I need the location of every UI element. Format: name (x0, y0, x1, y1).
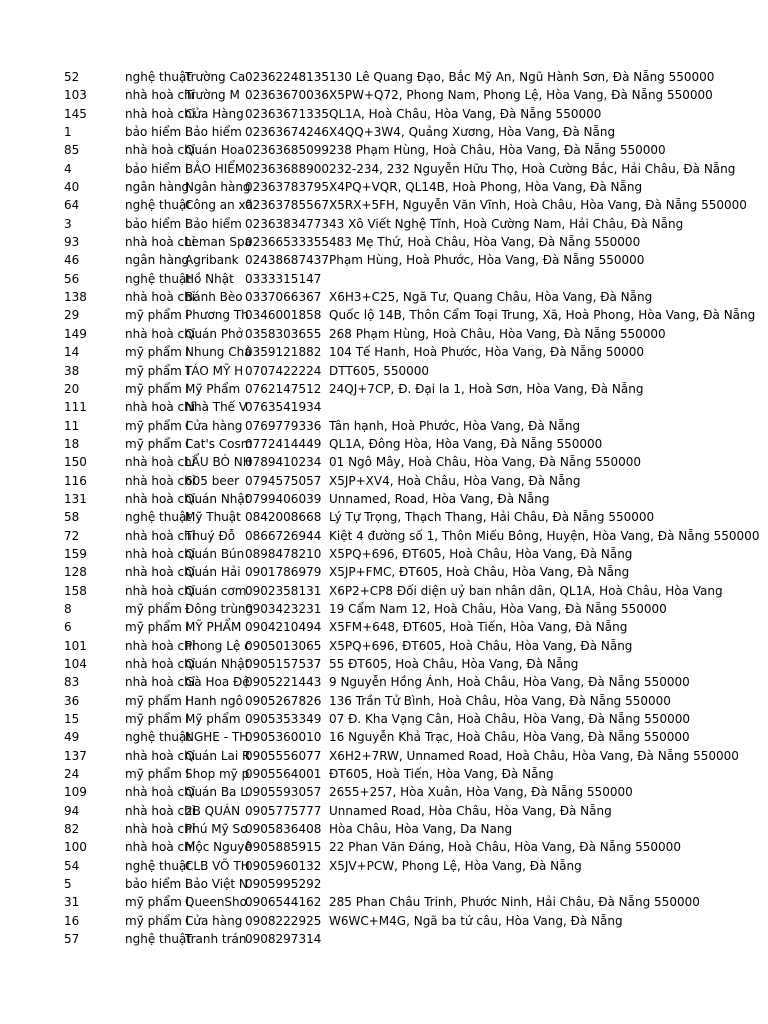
name-cell: 2B QUÁN (185, 803, 241, 818)
name-cell: Mỹ phẩm (185, 712, 241, 727)
category-cell: nghệ thuật (125, 70, 191, 84)
table-row (0, 545, 768, 563)
name-cell: Mỹ Phẩm (185, 381, 241, 396)
id-cell: 1 (64, 125, 72, 140)
id-cell: 72 (64, 528, 80, 543)
name-cell: Quán Bún (185, 546, 245, 561)
table-row (0, 472, 768, 490)
table-row (0, 453, 768, 471)
category-cell: mỹ phẩm l (125, 308, 190, 323)
address-cell: 232-234, 232 Nguyễn Hữu Thọ, Hoà Cường Bắc, Hải Châu, Đà Nẵng (329, 161, 736, 176)
name-cell: Quán Nhật (185, 491, 250, 506)
phone-cell: 0905960132 (245, 858, 322, 873)
id-cell: 46 (64, 253, 80, 268)
table-row (0, 141, 768, 159)
id-cell: 104 (64, 657, 87, 671)
address-cell: 9 Nguyễn Hồng Ánh, Hoà Châu, Hòa Vang, Đà Nẵng 550000 (329, 675, 690, 690)
category-cell: nhà hoà chỉ (125, 473, 196, 488)
category-cell: nhà hoà chỉ (125, 748, 196, 763)
name-cell: Quán Hải (185, 565, 241, 580)
id-cell: 49 (64, 730, 80, 745)
table-row (0, 912, 768, 930)
name-cell: Phong Lệ c (185, 638, 251, 653)
spreadsheet-table (0, 68, 768, 949)
id-cell: 101 (64, 638, 87, 653)
category-cell: nhà hoà chỉ (125, 143, 196, 158)
name-cell: Quán Lai R (185, 748, 251, 763)
category-cell: nhà hoà chỉ (125, 583, 196, 598)
table-row (0, 747, 768, 765)
id-cell: 16 (64, 913, 80, 928)
phone-cell: 0905157537 (245, 657, 322, 671)
table-row (0, 306, 768, 324)
name-cell: 605 beer (185, 473, 240, 488)
category-cell: nhà hoà chỉ (125, 290, 196, 305)
category-cell: nghệ thuật (125, 510, 191, 525)
id-cell: 100 (64, 840, 87, 855)
phone-cell: 0799406039 (245, 491, 322, 506)
address-cell: QL1A, Đông Hòa, Hòa Vang, Đà Nẵng 550000 (329, 436, 603, 451)
category-cell: nhà hoà chỉ (125, 455, 196, 470)
category-cell: bảo hiểm l (125, 877, 189, 892)
address-cell: 104 Tế Hanh, Hoà Phước, Hòa Vang, Đà Nẵng 50000 (329, 345, 645, 360)
name-cell: LẨU BÒ NH (185, 455, 252, 470)
table-row (0, 930, 768, 948)
phone-cell: 0905775777 (245, 803, 322, 818)
phone-cell: 02363685099 (245, 143, 329, 158)
address-cell: ĐT605, Hoà Tiến, Hòa Vang, Đà Nẵng (329, 767, 554, 782)
id-cell: 103 (64, 88, 87, 103)
name-cell: Quán Nhật (185, 657, 250, 671)
category-cell: mỹ phẩm l (125, 895, 190, 910)
address-cell: QL1A, Hoà Châu, Hòa Vang, Đà Nẵng 550000 (329, 106, 602, 121)
phone-cell: 02363674246 (245, 125, 329, 140)
address-cell: X5JV+PCW, Phong Lệ, Hòa Vang, Đà Nẵng (329, 858, 582, 873)
phone-cell: 02363671335 (245, 106, 329, 121)
phone-cell: 0905360010 (245, 730, 322, 745)
id-cell: 109 (64, 785, 87, 800)
phone-cell: 0898478210 (245, 546, 322, 561)
table-row (0, 728, 768, 746)
id-cell: 52 (64, 70, 80, 84)
phone-cell: 0337066367 (245, 290, 322, 305)
category-cell: nghệ thuật (125, 858, 191, 873)
address-cell: 2655+257, Hòa Xuân, Hòa Vang, Đà Nẵng 550000 (329, 785, 633, 800)
table-row (0, 820, 768, 838)
phone-cell: 0333315147 (245, 271, 322, 286)
phone-cell: 0707422224 (245, 363, 322, 378)
name-cell: Quán cơm (185, 583, 247, 598)
category-cell: ngân hàng (125, 253, 190, 268)
id-cell: 54 (64, 858, 80, 873)
address-cell: X5JP+FMC, ĐT605, Hoà Châu, Hòa Vang, Đà Nẵng (329, 565, 630, 580)
id-cell: 11 (64, 418, 80, 433)
phone-cell: 0794575057 (245, 473, 322, 488)
phone-cell: 0905885915 (245, 840, 322, 855)
address-cell: 55 ĐT605, Hoà Châu, Hòa Vang, Đà Nẵng (329, 657, 579, 671)
id-cell: 82 (64, 822, 80, 837)
category-cell: mỹ phẩm l (125, 913, 190, 928)
table-row (0, 160, 768, 178)
table-row (0, 417, 768, 435)
phone-cell: 02366533355 (245, 235, 329, 250)
phone-cell: 0358303655 (245, 326, 322, 341)
table-row (0, 251, 768, 269)
table-row (0, 435, 768, 453)
address-cell: X5FM+648, ĐT605, Hoà Tiến, Hòa Vang, Đà Nẵng (329, 620, 628, 635)
address-cell: 22 Phan Văn Đáng, Hoà Châu, Hòa Vang, Đà Nẵng 550000 (329, 840, 681, 855)
address-cell: 136 Trần Tử Bình, Hoà Châu, Hòa Vang, Đà Nẵng 550000 (329, 693, 671, 708)
category-cell: nhà hoà chỉ (125, 88, 196, 103)
address-cell: Quốc lộ 14B, Thôn Cẩm Toại Trung, Xã, Hoà Phong, Hòa Vang, Đà Nẵng (329, 308, 756, 323)
table-row (0, 362, 768, 380)
address-cell: Lý Tự Trọng, Thạch Thang, Hải Châu, Đà Nẵng 550000 (329, 510, 655, 525)
address-cell: W6WC+M4G, Ngã ba tứ câu, Hòa Vang, Đà Nẵng (329, 913, 623, 928)
address-cell: 285 Phan Châu Trinh, Phước Ninh, Hải Châu, Đà Nẵng 550000 (329, 895, 700, 910)
category-cell: mỹ phẩm l (125, 712, 190, 727)
phone-cell: 02363670036 (245, 88, 329, 103)
id-cell: 145 (64, 106, 87, 121)
category-cell: mỹ phẩm l (125, 363, 190, 378)
phone-cell: 0905593057 (245, 785, 322, 800)
phone-cell: 0902358131 (245, 583, 322, 598)
phone-cell: 0842008668 (245, 510, 322, 525)
table-row (0, 233, 768, 251)
phone-cell: 02363834773 (245, 216, 329, 231)
category-cell: nhà hoà chỉ (125, 657, 196, 671)
category-cell: mỹ phẩm l (125, 436, 190, 451)
category-cell: mỹ phẩm l (125, 418, 190, 433)
category-cell: mỹ phẩm l (125, 620, 190, 635)
address-cell: X5PQ+696, ĐT605, Hoà Châu, Hòa Vang, Đà Nẵng (329, 638, 633, 653)
phone-cell: 02362248135 (245, 70, 329, 84)
table-row (0, 215, 768, 233)
id-cell: 6 (64, 620, 72, 635)
name-cell: Nhà Thế V (185, 400, 248, 415)
table-row (0, 86, 768, 104)
address-cell: DTT605, 550000 (329, 363, 430, 378)
phone-cell: 0772414449 (245, 436, 322, 451)
table-row (0, 838, 768, 856)
id-cell: 15 (64, 712, 80, 727)
phone-cell: 0346001858 (245, 308, 322, 323)
phone-cell: 02363783795 (245, 180, 329, 195)
address-cell: 238 Phạm Hùng, Hoà Châu, Hòa Vang, Đà Nẵng 550000 (329, 143, 666, 158)
phone-cell: 02363688900 (245, 161, 329, 176)
name-cell: Bánh Bèo (185, 290, 243, 305)
address-cell: X6H3+C25, Ngã Tư, Quang Châu, Hòa Vang, Đà Nẵng (329, 290, 653, 305)
name-cell: Hồ Nhật (185, 271, 234, 286)
category-cell: nhà hoà chỉ (125, 840, 196, 855)
address-cell: Hòa Châu, Hòa Vang, Da Nang (329, 822, 513, 837)
table-row (0, 802, 768, 820)
category-cell: mỹ phẩm l (125, 601, 190, 616)
id-cell: 94 (64, 803, 80, 818)
name-cell: QueenSho (185, 895, 247, 910)
id-cell: 40 (64, 180, 80, 195)
name-cell: Mộc Nguyê (185, 840, 252, 855)
name-cell: BẢO HIỂM (185, 161, 246, 176)
name-cell: Quán Phở (185, 326, 244, 341)
table-row (0, 563, 768, 581)
category-cell: mỹ phẩm l (125, 767, 190, 782)
name-cell: Mỹ Thuật (185, 510, 241, 525)
address-cell: Phạm Hùng, Hoà Phước, Hòa Vang, Đà Nẵng 550000 (329, 253, 645, 268)
phone-cell: 0905564001 (245, 767, 322, 782)
id-cell: 64 (64, 198, 80, 213)
phone-cell: 0904210494 (245, 620, 322, 635)
id-cell: 5 (64, 877, 72, 892)
table-row (0, 196, 768, 214)
table-row (0, 893, 768, 911)
id-cell: 150 (64, 455, 87, 470)
category-cell: nhà hoà chỉ (125, 400, 196, 415)
address-cell: 16 Nguyễn Khả Trạc, Hoà Châu, Hòa Vang, Đà Nẵng 550000 (329, 730, 690, 745)
name-cell: Agribank (185, 253, 239, 268)
phone-cell: 0763541934 (245, 400, 322, 415)
address-cell: 130 Lê Quang Đạo, Bắc Mỹ An, Ngũ Hành Sơn, Đà Nẵng 550000 (329, 70, 715, 84)
table-row (0, 875, 768, 893)
category-cell: nhà hoà chỉ (125, 326, 196, 341)
name-cell: Hanh ngô (185, 693, 243, 708)
category-cell: mỹ phẩm l (125, 345, 190, 360)
id-cell: 4 (64, 161, 72, 176)
category-cell: nhà hoà chỉ (125, 675, 196, 690)
category-cell: nghệ thuật (125, 730, 191, 745)
id-cell: 24 (64, 767, 80, 782)
name-cell: Ngân hàng (185, 180, 251, 195)
table-row (0, 600, 768, 618)
category-cell: nhà hoà chỉ (125, 491, 196, 506)
phone-cell: 0905353349 (245, 712, 322, 727)
name-cell: Công an xã (185, 198, 253, 213)
name-cell: NGHE - TH (185, 730, 249, 745)
category-cell: nhà hoà chỉ (125, 638, 196, 653)
name-cell: Leman Spa (185, 235, 252, 250)
phone-cell: 0908222925 (245, 913, 322, 928)
category-cell: nhà hoà chỉ (125, 528, 196, 543)
phone-cell: 0905836408 (245, 822, 322, 837)
phone-cell: 0906544162 (245, 895, 322, 910)
table-row (0, 398, 768, 416)
table-row (0, 527, 768, 545)
name-cell: Gà Hoa Đệ (185, 675, 250, 690)
table-row (0, 673, 768, 691)
id-cell: 149 (64, 326, 87, 341)
phone-cell: 02438687437 (245, 253, 329, 268)
category-cell: nhà hoà chỉ (125, 803, 196, 818)
phone-cell: 0905267826 (245, 693, 322, 708)
address-cell: X6H2+7RW, Unnamed Road, Hoà Châu, Hòa Vang, Đà Nẵng 550000 (329, 748, 739, 763)
id-cell: 57 (64, 932, 80, 947)
id-cell: 83 (64, 675, 80, 690)
id-cell: 128 (64, 565, 87, 580)
address-cell: X4QQ+3W4, Quảng Xương, Hòa Vang, Đà Nẵng (329, 125, 616, 140)
id-cell: 18 (64, 436, 80, 451)
address-cell: Kiệt 4 đường số 1, Thôn Miếu Bông, Huyện, Hòa Vang, Đà Nẵng 550000 (329, 528, 760, 543)
phone-cell: 0359121882 (245, 345, 322, 360)
name-cell: MỸ PHẨM (185, 620, 242, 635)
table-row (0, 655, 768, 673)
category-cell: bảo hiểm l (125, 125, 189, 140)
name-cell: Phú Mỹ Sơ (185, 822, 248, 837)
name-cell: Cửa hàng (185, 913, 243, 928)
table-row (0, 490, 768, 508)
name-cell: Bảo hiểm (185, 125, 242, 140)
address-cell: Unnamed Road, Hòa Châu, Hòa Vang, Đà Nẵng (329, 803, 612, 818)
table-row (0, 692, 768, 710)
id-cell: 36 (64, 693, 80, 708)
category-cell: nhà hoà chỉ (125, 106, 196, 121)
address-cell: 24QJ+7CP, Đ. Đại la 1, Hoà Sơn, Hòa Vang, Đà Nẵng (329, 381, 644, 396)
category-cell: nhà hoà chỉ (125, 565, 196, 580)
table-row (0, 857, 768, 875)
address-cell: 43 Xô Viết Nghệ Tĩnh, Hoà Cường Nam, Hải Châu, Đà Nẵng (329, 216, 684, 231)
table-row (0, 68, 768, 86)
table-row (0, 380, 768, 398)
name-cell: Cat's Cosm (185, 436, 253, 451)
phone-cell: 0762147512 (245, 381, 322, 396)
name-cell: Shop mỹ p (185, 767, 250, 782)
phone-cell: 0901786979 (245, 565, 322, 580)
id-cell: 116 (64, 473, 87, 488)
address-cell: Tân hạnh, Hoà Phước, Hòa Vang, Đà Nẵng (329, 418, 581, 433)
address-cell: 483 Mẹ Thứ, Hoà Châu, Hòa Vang, Đà Nẵng 550000 (329, 235, 641, 250)
name-cell: Nhung Chả (185, 345, 252, 360)
address-cell: X5PQ+696, ĐT605, Hoà Châu, Hòa Vang, Đà Nẵng (329, 546, 633, 561)
phone-cell: 0769779336 (245, 418, 322, 433)
address-cell: Unnamed, Road, Hòa Vang, Đà Nẵng (329, 491, 550, 506)
name-cell: Tranh trán (185, 932, 247, 947)
phone-cell: 0908297314 (245, 932, 322, 947)
table-row (0, 270, 768, 288)
name-cell: Bảo hiểm (185, 216, 242, 231)
phone-cell: 0905995292 (245, 877, 322, 892)
category-cell: bảo hiểm l (125, 161, 189, 176)
table-row (0, 508, 768, 526)
table-row (0, 105, 768, 123)
id-cell: 85 (64, 143, 80, 158)
table-row (0, 637, 768, 655)
address-cell: 19 Cẩm Nam 12, Hoà Châu, Hòa Vang, Đà Nẵng 550000 (329, 601, 667, 616)
name-cell: CLB VÕ TH (185, 858, 250, 873)
category-cell: mỹ phẩm l (125, 381, 190, 396)
phone-cell: 0905013065 (245, 638, 322, 653)
phone-cell: 0866726944 (245, 528, 322, 543)
address-cell: 07 Đ. Kha Vạng Cân, Hoà Châu, Hòa Vang, Đà Nẵng 550000 (329, 712, 690, 727)
table-row (0, 325, 768, 343)
name-cell: Cửa Hàng (185, 106, 244, 121)
name-cell: Trường M (185, 88, 240, 103)
table-row (0, 710, 768, 728)
table-row (0, 783, 768, 801)
category-cell: nhà hoà chỉ (125, 235, 196, 250)
id-cell: 29 (64, 308, 80, 323)
category-cell: bảo hiểm l (125, 216, 189, 231)
category-cell: nghệ thuật (125, 271, 191, 286)
id-cell: 131 (64, 491, 87, 506)
address-cell: X6P2+CP8 Đối diện uỷ ban nhân dân, QL1A, Hoà Châu, Hòa Vang (329, 583, 723, 598)
name-cell: Thuý Đỗ (185, 528, 236, 543)
table-row (0, 765, 768, 783)
category-cell: nhà hoà chỉ (125, 546, 196, 561)
phone-cell: 0789410234 (245, 455, 322, 470)
name-cell: Quán Ba L (185, 785, 247, 800)
id-cell: 137 (64, 748, 87, 763)
id-cell: 111 (64, 400, 87, 415)
category-cell: nhà hoà chỉ (125, 785, 196, 800)
phone-cell: 02363785567 (245, 198, 329, 213)
name-cell: Bảo Việt N (185, 877, 248, 892)
id-cell: 158 (64, 583, 87, 598)
id-cell: 20 (64, 381, 80, 396)
category-cell: nghệ thuật (125, 932, 191, 947)
name-cell: TÁO MỸ H (185, 363, 244, 378)
name-cell: Đông trùng (185, 601, 254, 616)
id-cell: 8 (64, 601, 72, 616)
category-cell: mỹ phẩm l (125, 693, 190, 708)
address-cell: X5PW+Q72, Phong Nam, Phong Lệ, Hòa Vang, Đà Nẵng 550000 (329, 88, 713, 103)
category-cell: nghệ thuật (125, 198, 191, 213)
phone-cell: 0905556077 (245, 748, 322, 763)
table-row (0, 582, 768, 600)
id-cell: 58 (64, 510, 80, 525)
phone-cell: 0905221443 (245, 675, 322, 690)
name-cell: Phương Th (185, 308, 249, 323)
id-cell: 56 (64, 271, 80, 286)
table-row (0, 288, 768, 306)
address-cell: X5RX+5FH, Nguyễn Văn Vĩnh, Hoà Châu, Hòa Vang, Đà Nẵng 550000 (329, 198, 747, 213)
address-cell: X5JP+XV4, Hoà Châu, Hòa Vang, Đà Nẵng (329, 473, 581, 488)
id-cell: 14 (64, 345, 80, 360)
address-cell: 268 Phạm Hùng, Hoà Châu, Hòa Vang, Đà Nẵng 550000 (329, 326, 666, 341)
address-cell: X4PQ+VQR, QL14B, Hoà Phong, Hòa Vang, Đà Nẵng (329, 180, 643, 195)
id-cell: 31 (64, 895, 80, 910)
table-row (0, 343, 768, 361)
id-cell: 93 (64, 235, 80, 250)
name-cell: Quán Hoa (185, 143, 245, 158)
id-cell: 159 (64, 546, 87, 561)
address-cell: 01 Ngô Mây, Hoà Châu, Hòa Vang, Đà Nẵng 550000 (329, 455, 642, 470)
id-cell: 3 (64, 216, 72, 231)
table-row (0, 618, 768, 636)
id-cell: 38 (64, 363, 80, 378)
table-row (0, 123, 768, 141)
name-cell: Cửa hàng (185, 418, 243, 433)
table-row (0, 178, 768, 196)
category-cell: nhà hoà chỉ (125, 822, 196, 837)
id-cell: 138 (64, 290, 87, 305)
category-cell: ngân hàng (125, 180, 190, 195)
phone-cell: 0903423231 (245, 601, 322, 616)
name-cell: Trường Ca (185, 70, 246, 84)
